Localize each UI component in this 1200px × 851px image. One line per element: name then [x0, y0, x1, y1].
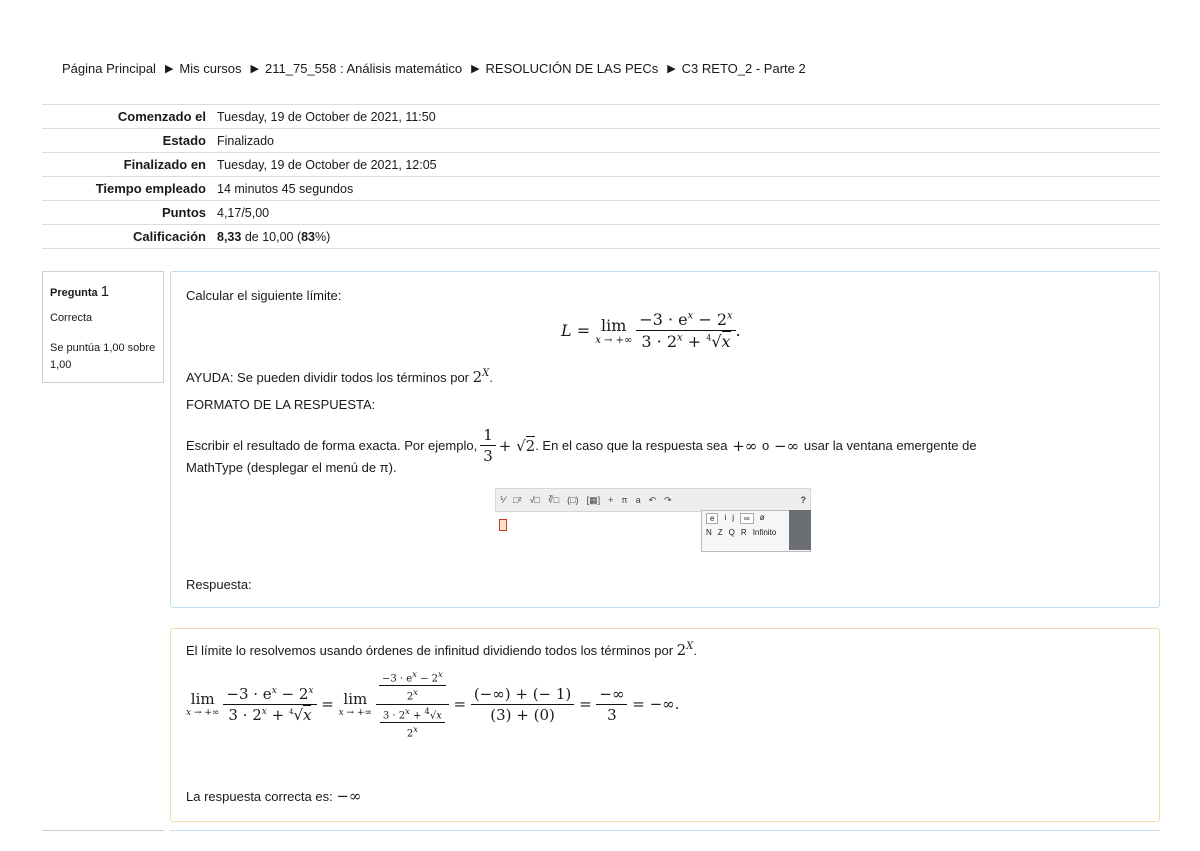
- sqrt-icon: √□: [529, 495, 540, 505]
- breadcrumb-my-courses[interactable]: Mis cursos: [179, 61, 242, 76]
- summary-value: [213, 225, 1160, 249]
- summary-value: Tuesday, 19 de October de 2021, 12:05: [217, 157, 437, 172]
- summary-value: 14 minutos 45 segundos: [217, 181, 354, 196]
- question-state: Correcta: [50, 312, 93, 324]
- grade-percent: 83: [301, 229, 316, 244]
- summary-label: Tiempo empleado: [95, 181, 206, 196]
- help-icon: ?: [800, 495, 806, 505]
- solution-formula: lim x → +∞ $\frac{-3 \cdot e^x - 2^x}{3 \cdot 2^x + ^4√x}$ = lim x → +∞ $\frac{\frac{-3 \cdot e^x - 2^x}{2^x}}{\frac{3 \cdot 2^x + ^4√x}{2^x}}$ = $\frac{(-\infty) + (- 1)}{(3) + (0)}$ = $\frac{-\infty}{3}$ = −∞.: [186, 669, 680, 740]
- summary-row-finished: [42, 153, 1160, 177]
- general-feedback: [170, 628, 1160, 822]
- mathtype-toolbar: [495, 488, 811, 512]
- toolbar-scroll: [789, 510, 811, 550]
- breadcrumb-separator: ▶: [667, 63, 676, 75]
- question-grade: Se puntúa 1,00 sobre 1,00: [50, 342, 156, 371]
- nthroot-icon: ∛□: [547, 494, 560, 505]
- question-help: AYUDA: Se pueden dividir todos los términos por $2^X$.: [186, 368, 493, 386]
- summary-value: Finalizado: [217, 133, 274, 148]
- popup-tooltip: Infinito: [752, 528, 777, 537]
- grade-value: 8,33: [217, 229, 242, 244]
- question-number-value: 1: [100, 283, 110, 300]
- summary-value: 4,17/5,00: [217, 205, 270, 220]
- feedback-text-line: El límite lo resolvemos usando órdenes de infinitud dividiendo todos los términos por $2^X$.: [186, 641, 697, 659]
- breadcrumb-course[interactable]: 211_75_558 : Análisis matemático: [265, 61, 463, 76]
- summary-row-time: [42, 177, 1160, 201]
- feedback-text: El límite lo resolvemos usando órdenes de infinitud dividiendo todos los términos por: [186, 643, 674, 658]
- format-text: Escribir el resultado de forma exacta. Por ejemplo, $\frac{1}{3}$ + √2 . En el caso que la respuesta sea +∞ o −∞ usar la ventana emergente de: [186, 426, 977, 465]
- correct-answer-value: −∞: [336, 787, 362, 805]
- breadcrumb: [62, 61, 806, 76]
- next-question-info: [42, 830, 164, 831]
- next-question-formulation: [170, 830, 1160, 851]
- answer-label: Respuesta:: [186, 577, 252, 592]
- summary-value: Tuesday, 19 de October de 2021, 11:50: [217, 109, 436, 124]
- question-number: [50, 283, 109, 300]
- fraction-icon: ⅟: [500, 494, 506, 505]
- plus-icon: +: [608, 495, 614, 505]
- breadcrumb-home[interactable]: Página Principal: [62, 61, 156, 76]
- limit-formula: L = lim x → +∞ $\frac{-3 \cdot e^x - 2^x}{3 \cdot 2^x + ^4√x}$ .: [561, 310, 741, 351]
- summary-row-started: [42, 105, 1160, 129]
- summary-label: Calificación: [133, 229, 206, 244]
- breadcrumb-separator: ▶: [164, 63, 174, 75]
- undo-icon: ↶: [648, 494, 657, 505]
- summary-label: Puntos: [161, 205, 206, 220]
- symbol-popup: e i j ∞ ø N Z Q R Infinito: [701, 510, 811, 552]
- correct-answer-line: [186, 787, 361, 805]
- correct-answer-prefix: La respuesta correcta es:: [186, 789, 333, 804]
- format-title: FORMATO DE LA RESPUESTA:: [186, 397, 376, 412]
- breadcrumb-separator: ▶: [471, 63, 480, 75]
- format-text-1: Escribir el resultado de forma exacta. Por ejemplo,: [186, 438, 478, 453]
- italic-icon: a: [635, 495, 641, 505]
- parens-icon: (□): [567, 495, 579, 505]
- format-text-3: usar la ventana emergente de: [803, 438, 977, 453]
- summary-row-state: [42, 129, 1160, 153]
- summary-row-grade: [42, 225, 1160, 249]
- breadcrumb-section[interactable]: RESOLUCIÓN DE LAS PECs: [485, 61, 659, 76]
- summary-label: Finalizado en: [123, 157, 206, 172]
- summary-row-points: [42, 201, 1160, 225]
- summary-label: Comenzado el: [117, 109, 206, 124]
- breadcrumb-separator: ▶: [250, 63, 260, 75]
- pi-icon: π: [621, 495, 628, 505]
- question-intro: Calcular el siguiente límite:: [186, 288, 342, 303]
- question-formulation: [170, 271, 1160, 608]
- redo-icon: ↷: [664, 494, 672, 505]
- format-text-4: MathType (desplegar el menú de π).: [186, 460, 397, 475]
- format-text-2: . En el caso que la respuesta sea: [535, 438, 728, 453]
- cursor-icon: [499, 519, 507, 531]
- grade-end: %): [315, 229, 331, 244]
- question-help-text: AYUDA: Se pueden dividir todos los términos por: [186, 370, 470, 385]
- question-info: [42, 271, 164, 383]
- attempt-summary-table: [42, 104, 1160, 249]
- matrix-icon: [▦]: [586, 494, 601, 505]
- breadcrumb-quiz[interactable]: C3 RETO_2 - Parte 2: [681, 61, 806, 76]
- summary-label: Estado: [162, 133, 206, 148]
- superscript-icon: □²: [513, 495, 522, 505]
- question-prefix: Pregunta: [50, 287, 98, 299]
- grade-rest: de 10,00 (: [241, 229, 302, 244]
